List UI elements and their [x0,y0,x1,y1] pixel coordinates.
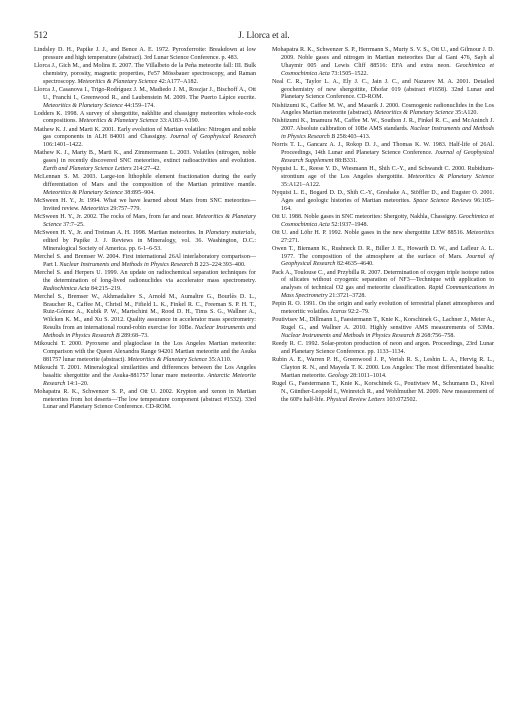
reference-journal: Journal of Geophysical Research [169,134,256,141]
reference-entry [272,246,494,270]
reference-entry [272,142,494,166]
reference-citation: 44:159–174. [122,102,155,109]
reference-text: Nyquist L. E., Bogard D. D., Shih C.-Y., Greshake A., Stöffler D., and Eugster O. 2001. Ages and geologic histories of Martian meteorites. [272,189,494,204]
reference-columns [34,47,494,413]
reference-citation: 258:403–413. [335,134,371,141]
reference-citation: , edited by Papike J. J. Reviews in Mineralogy, vol. 36. Washington, D.C.: Mineralogical Society of America. pp. 6-1–6-53. [43,230,256,252]
reference-entry [272,230,494,246]
reference-entry [34,87,256,111]
reference-text: Mathew K. J. and Marti K. 2001. Early evolution of Martian volatiles: Nitrogen and noble gas components in ALH 84001 and Chassigny. [34,126,256,141]
reference-text: Ott U. 1988. Noble gases in SNC meteorites: Shergotty, Nakhla, Chassigny. [272,213,459,220]
reference-citation: 103:072502. [384,396,418,403]
reference-entry [34,214,256,230]
reference-column-right [272,47,494,413]
reference-journal: Geochimica et Cosmochimica Acta [281,62,494,77]
reference-journal: Radiochimica Acta [43,285,90,292]
reference-entry [34,365,256,389]
reference-journal: Meteoritics & Planetary Science [43,214,256,228]
reference-journal: Nuclear Instruments and Methods in Physics Research B [281,332,420,339]
reference-text: McSween H. Y., Jr. 2002. The rocks of Mars, from far and near. [34,214,196,221]
reference-citation: 42:A177–A182. [157,78,199,85]
reference-journal: Meteoritics [466,229,494,236]
reference-entry [34,270,256,294]
reference-journal: Geology [327,372,349,379]
reference-text: Pepin R. O. 1991. On the origin and early evolution of terrestrial planet atmospheres and meteoritic volatiles. [272,301,494,316]
reference-text: Mikouchi T. 2001. Mineralogical similarities and differences between the Los Angeles basaltic shergottite and the Asuka-881757 lunar mare meteorite. [34,364,256,379]
reference-journal: Nuclear Instruments and Methods in Physics Research B [59,261,199,268]
reference-text: Lindsley D. H., Papike J. J., and Bence A. E. 1972. Pyroxferroite: Breakdown at low pressure and high temperature (abstract). 3rd Lunar Science Conference. p. 483. [34,47,256,61]
reference-text: Nishiizumi K., Caffee M. W., and Masarik J. 2000. Cosmogenic radionuclides in the Los Angeles Martian meteorite (abstract). [272,102,494,117]
reference-text: Rugel G., Faestermann T., Knie K., Korschinek G., Poutivtsev M., Schumann D., Kivel N., Günther-Leopold I., Weinreich R., and Wohlmuther M. 2009. New measurement of the 60Fe half-life. [272,380,494,403]
reference-journal: Physical Review Letters [326,396,385,403]
reference-citation: 268:756–758. [419,332,455,339]
reference-journal: Meteoritics & Planetary Science [43,102,123,109]
reference-journal: Geochimica et Cosmochimica Acta [281,213,494,228]
reference-text: Llorca J., Casanova I., Trigo-Rodríguez J. M., Madiedo J. M., Roszjar J., Bischoff A., Ott U., Franchi I., Greenwood R., and Laubenstein M. 2009. The Puerto Lápice eucrite. [34,86,256,101]
reference-citation: 33:A183–A190. [158,118,200,125]
reference-citation: 52:1937–1948. [329,221,369,228]
reference-text: McSween H. Y., Jr. and Treiman A. H. 1998. Martian meteorites. In [34,230,206,237]
reference-entry [272,103,494,119]
reference-text: Pack A., Toulouse C., and Przybilla R. 2007. Determination of oxygen triple isotope ratios of silicates without cryogenic separation of NF3—Technique with application to analyses of technical O2 gas and meteorite classification. [272,269,494,292]
reference-citation: 29:757–779. [108,205,141,212]
reference-journal: Meteoritics & Planetary Science [127,356,208,363]
reference-text: Owen T., Biemann K., Rushneck D. R., Biller J. E., Howarth D. W., and Lafleur A. L. 1977. The composition of the atmosphere at the surface of Mars. [272,245,494,260]
reference-text: Mikouchi T. 2000. Pyroxene and plagioclase in the Los Angeles Martian meteorite: Comparison with the Queen Alexandra Range 94201 Martian meteorite and the Asuka 881757 lunar meteorite (abstract). [34,341,256,363]
reference-entry [272,317,494,341]
reference-entry [34,150,256,174]
reference-citation: 84:215–219. [89,285,122,292]
reference-entry [34,294,256,341]
reference-entry [272,381,494,405]
reference-text: Mohapatra R. K., Schwenzer S. P., Herrmann S., Murty S. V. S., Ott U., and Gilmour J. D. 2009. Noble gases and nitrogen in Martian meteorites Dar al Gani 476, Sayh al Uhaymir 005 and Lewis Cliff 88516: EFA and extra neon. [272,47,494,69]
reference-entry [34,341,256,365]
reference-entry [272,79,494,103]
reference-citation: 223–224:393–400. [198,261,246,268]
reference-citation: 289:68–73. [119,332,149,339]
reference-citation: 88:B331. [333,158,358,164]
reference-citation: 28:1011–1014. [348,372,387,379]
reference-entry [34,254,256,270]
reference-entry [34,174,256,198]
reference-text: Rubin A. E., Warren P. H., Greenwood J. P., Verish R. S., Leshin L. A., Hervig R. L., Clayton R. N., and Mayeda T. K. 2000. Los Angeles: The most differentiated basaltic Martian meteorite. [272,357,494,379]
reference-text: Merchel S. and Herpers U. 1999. An update on radiochemical separation techniques for the determination of long-lived radionuclides via accelerator mass spectrometry. [34,269,256,284]
reference-journal: Icarus [330,309,347,316]
reference-entry [272,301,494,317]
reference-citation: 35:A110. [207,356,232,363]
reference-citation: 14:1–20. [65,380,89,387]
reference-journal: Antarctic Meteorite Research [43,372,256,387]
reference-journal: Earth and Planetary Science Letters [43,166,132,173]
reference-entry [272,341,494,357]
reference-journal: Journal of Geophysical Research [281,253,494,268]
reference-citation: 106:1401–1422. [43,142,83,149]
reference-entry [272,190,494,214]
reference-citation: 37:7–25. [61,221,85,228]
reference-text: McLennan S. M. 2003. Large-ion lithophile element fractionation during the early differentiation of Mars and the composition of the Martian primitive mantle. [34,174,256,189]
reference-text: Mohapatra R. K., Schwenzer S. P., and Ott U. 2002. Krypton and xenon in Martian meteorites from hot deserts—The low temperature component (abstract #1532). 33rd Lunar and Planetary Science Conference. CD-ROM. [34,388,256,411]
reference-journal: Meteoritics & Planetary Science [43,189,123,196]
reference-citation: 214:27–42. [131,166,161,173]
page-header [34,30,494,44]
reference-column-left [34,47,256,413]
reference-citation: 73:1505–1522. [329,70,369,77]
reference-citation: 92:2–79. [346,309,370,316]
reference-entry [34,47,256,63]
reference-journal: Journal of Geophysical Research Supplement [281,150,494,164]
reference-text: Mathew K. J., Marty B., Marti K., and Zimmermann L. 2003. Volatiles (nitrogen, noble gases) in recently discovered SNC meteorites, extinct radioactivities and evolution. [34,150,256,165]
reference-journal: Nuclear Instruments and Methods in Physics Research B [281,126,494,141]
reference-text: Nishiizumi K., Imamura M., Caffee M. W., Southon J. R., Finkel R. C., and McAninch J. 2007. Absolute calibration of 10Be AMS standards. [272,118,494,133]
page-number: 512 [34,30,48,40]
reference-entry [34,111,256,127]
reference-entry [34,389,256,413]
reference-entry [272,357,494,381]
running-title: J. Llorca et al. [238,30,290,40]
reference-text: Merchel S. and Bremser W. 2004. First international 26Al interlaboratory comparison—Part I. [34,253,256,268]
reference-text: Merchel S., Bremser W., Akhmadaliev S., Arnold M., Aumaître G., Bourlès D. L., Braucher R., Caffee M., Christl M., Fifield L. K., Finkel R. C., Freeman S. P. H. T., Ruiz-Gómez A., Kubik P. W., Martschini M., Rood D. H., Tims S. G., Wallner A., Wilcken K. M., and Xu S. 2012. Quality assurance in accelerator mass spectrometry: Results from an international round-robin exercise for 10Be. [34,293,256,332]
reference-text: Ott U. and Löhr H. P. 1992. Noble gases in the new shergottite LEW 88516. [272,229,467,236]
reference-text: Norris T. L., Gancarz A. J., Rokop D. J., and Thomas K. W. 1983. Half-life of 26Al. Proceedings, 14th Lunar and Planetary Science Conference. [272,142,494,157]
reference-text: Neal C. R., Taylor L. A., Ely J. C., Jain J. C., and Nazarov M. A. 2001. Detailed geochemistry of new shergottite, Dhofar 019 (abstract #1658). 32nd Lunar and Planetary Science Conference. CD-ROM. [272,78,494,101]
reference-citation: 38:895–904. [122,189,155,196]
reference-journal: Rapid Communications in Mass Spectrometry [281,285,494,300]
reference-entry [272,47,494,78]
reference-citation: 82:4635–4640. [335,261,374,268]
reference-entry [272,118,494,142]
reference-journal: Meteoritics & Planetary Science [77,78,158,85]
reference-text: Poutivtsev M., Dillmann I., Faestermann T., Knie K., Korschinek G., Lachner J., Meier A., Rugel G., and Wallner A. 2010. Highly sensitive AMS measurements of 53Mn. [272,317,494,332]
reference-text: Nyquist L. E., Reese Y. D., Wiesmann H., Shih C.-Y., and Schwandt C. 2000. Rubidium-strontium age of the Los Angeles shergottite. [272,166,494,180]
reference-citation: 21:3721–3728. [327,293,366,300]
reference-journal: Nuclear Instruments and Methods in Physics Research B [43,325,256,339]
reference-journal: Meteoritics & Planetary Science [78,118,159,125]
reference-text: Reedy R. C. 1992. Solar-proton production of neon and argon. Proceedings, 23rd Lunar and Planetary Science Conference. pp. 1133–1134. [272,341,494,355]
reference-entry [272,166,494,190]
reference-citation: 35:A121–A122. [281,181,321,188]
reference-entry [272,270,494,301]
reference-journal: Planetary materials [205,230,255,237]
reference-text: McSween H. Y., Jr. 1994. What we have learned about Mars from SNC meteorites—Invited review. [34,198,256,212]
reference-citation: 96:105–164. [281,197,495,212]
reference-entry [34,230,256,254]
reference-journal: Space Science Reviews [413,197,472,204]
reference-entry [34,198,256,214]
reference-text: Llorca J., Gich M., and Molins E. 2007. The Villalbeto de la Peña meteorite fall: III. Bulk chemistry, porosity, magnetic properties, Fe57 Mössbauer spectroscopy, and Raman spectroscopy. [34,62,256,85]
reference-entry [34,127,256,151]
reference-journal: Meteoritics [81,205,109,212]
reference-entry [272,214,494,230]
reference-citation: 35:A120. [453,110,478,117]
reference-citation: 27:271. [281,237,300,244]
reference-entry [34,63,256,87]
reference-text: Lodders K. 1998. A survey of shergottite, nakhlite and chassigny meteorites whole-rock compositions. [34,110,256,125]
reference-journal: Meteoritics & Planetary Science [373,110,454,117]
reference-journal: Meteoritics & Planetary Science [407,173,494,180]
